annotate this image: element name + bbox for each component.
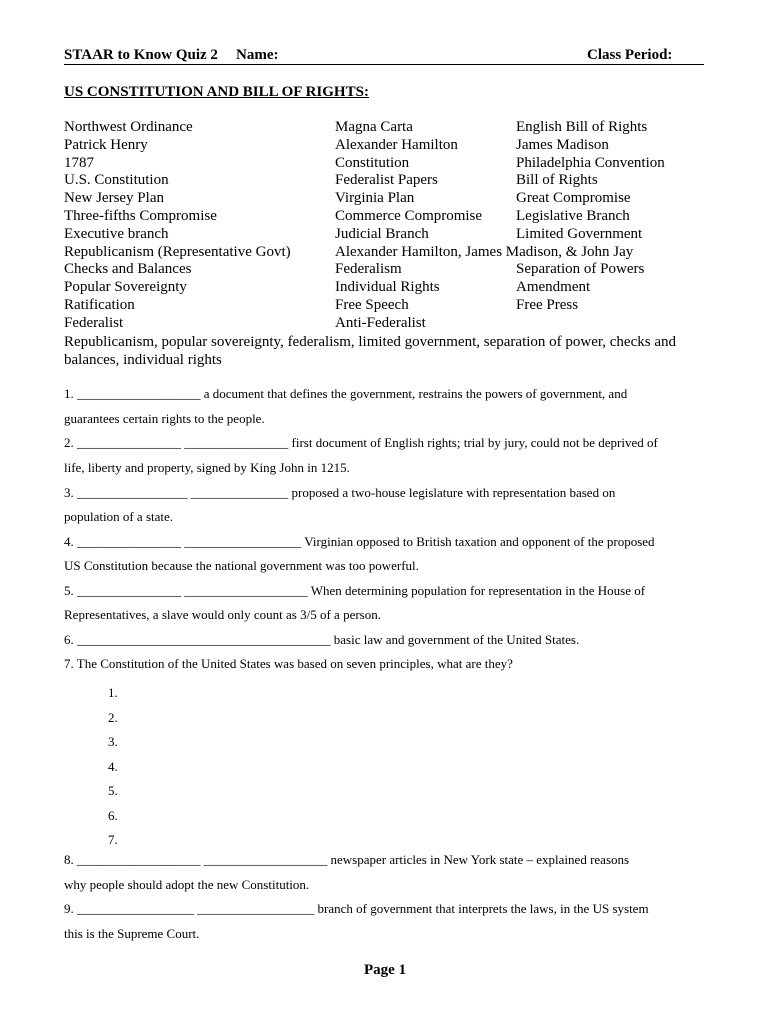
question-7-line1: 7. The Constitution of the United States was based on seven principles, what are they? — [64, 656, 513, 671]
section-title: US CONSTITUTION AND BILL OF RIGHTS: — [64, 84, 369, 100]
bank-term: 1787 — [64, 154, 94, 171]
question-7-list — [108, 681, 118, 853]
question-5-line2: Representatives, a slave would only count as 3/5 of a person. — [64, 607, 381, 622]
bank-term: English Bill of Rights — [516, 119, 648, 135]
bank-term: Constitution — [335, 154, 410, 171]
question-3-line2: population of a state. — [64, 509, 174, 524]
principle-item: 7. — [108, 832, 118, 847]
bank-term: Virginia Plan — [335, 190, 415, 207]
bank-term: James Madison — [516, 136, 609, 153]
principle-item: 4. — [108, 758, 118, 774]
bank-term: Philadelphia Convention — [516, 154, 665, 171]
bank-term: Northwest Ordinance — [64, 119, 193, 135]
bank-term: Federalist Papers — [335, 172, 438, 189]
quiz-title-text: STAAR to Know Quiz 2 — [64, 47, 218, 63]
question-9-line1: 9. __________________ __________________ branch of government that interprets the laws, in the US system — [64, 901, 649, 916]
bank-term: Alexander Hamilton — [335, 136, 458, 153]
bank-term: Individual Rights — [335, 279, 440, 296]
principles-line: balances, individual rights — [64, 352, 222, 368]
bank-term: Anti-Federalist — [335, 314, 426, 331]
class-period-label: Class Period: — [587, 47, 673, 63]
header-underline — [64, 64, 704, 65]
page-number: Page 1 — [364, 962, 407, 978]
word-bank-col3 — [516, 119, 665, 315]
bank-term — [516, 244, 665, 262]
question-4-line1: 4. ________________ __________________ Virginian opposed to British taxation and opponent of the proposed — [64, 534, 655, 549]
question-8-line2: why people should adopt the new Constitution. — [64, 877, 310, 892]
bank-term: Republicanism (Representative Govt) — [64, 243, 291, 260]
bank-term: Free Speech — [335, 296, 409, 313]
bank-term: Limited Government — [516, 225, 643, 242]
bank-term: Separation of Powers — [516, 261, 645, 278]
bank-term: Alexander Hamilton, James Madison, & John Jay — [335, 243, 634, 260]
bank-term: U.S. Constitution — [64, 172, 169, 189]
bank-term: Executive branch — [64, 225, 169, 242]
question-8-line1: 8. ___________________ ___________________ newspaper articles in New York state – explained reasons — [64, 852, 630, 867]
principle-item: 1. — [108, 685, 118, 700]
bank-term: Magna Carta — [335, 119, 413, 135]
bank-term: Patrick Henry — [64, 136, 148, 153]
question-2-line2: life, liberty and property, signed by King John in 1215. — [64, 460, 350, 475]
word-bank-col1 — [64, 119, 291, 333]
bank-term: Amendment — [516, 279, 591, 296]
principles-list — [64, 333, 676, 369]
bank-term: Commerce Compromise — [335, 207, 483, 224]
question-3-line1: 3. _________________ _______________ proposed a two-house legislature with representation based on — [64, 485, 616, 500]
bank-term: Legislative Branch — [516, 207, 630, 224]
principle-item: 3. — [108, 734, 118, 749]
principle-item: 2. — [108, 709, 118, 725]
principle-item: 6. — [108, 807, 118, 823]
question-6-line1: 6. _______________________________________ basic law and government of the United States. — [64, 632, 580, 647]
principles-line: Republicanism, popular sovereignty, federalism, limited government, separation of power, checks and — [64, 334, 676, 350]
bank-term: Popular Sovereignty — [64, 279, 187, 296]
name-label: Name: — [236, 47, 279, 63]
question-9-line2: this is the Supreme Court. — [64, 926, 200, 941]
bank-term: Bill of Rights — [516, 172, 598, 189]
question-1-line1: 1. ___________________ a document that defines the government, restrains the powers of government, and — [64, 386, 628, 401]
bank-term: Free Press — [516, 296, 579, 313]
bank-term: Great Compromise — [516, 190, 631, 207]
question-4-line2: US Constitution because the national government was too powerful. — [64, 558, 419, 573]
question-1-line2: guarantees certain rights to the people. — [64, 411, 265, 426]
question-2-line1: 2. ________________ ________________ first document of English rights; trial by jury, could not be deprived of — [64, 435, 658, 450]
bank-term: Federalism — [335, 261, 402, 278]
bank-term: Federalist — [64, 314, 124, 331]
question-5-line1: 5. ________________ ___________________ When determining population for representation in the House of — [64, 583, 646, 598]
bank-term: New Jersey Plan — [64, 190, 164, 207]
bank-term: Judicial Branch — [335, 225, 429, 242]
bank-term: Ratification — [64, 296, 135, 313]
bank-term: Three-fifths Compromise — [64, 207, 217, 224]
principle-item: 5. — [108, 783, 118, 798]
quiz-title — [64, 47, 218, 64]
bank-term: Checks and Balances — [64, 261, 192, 278]
